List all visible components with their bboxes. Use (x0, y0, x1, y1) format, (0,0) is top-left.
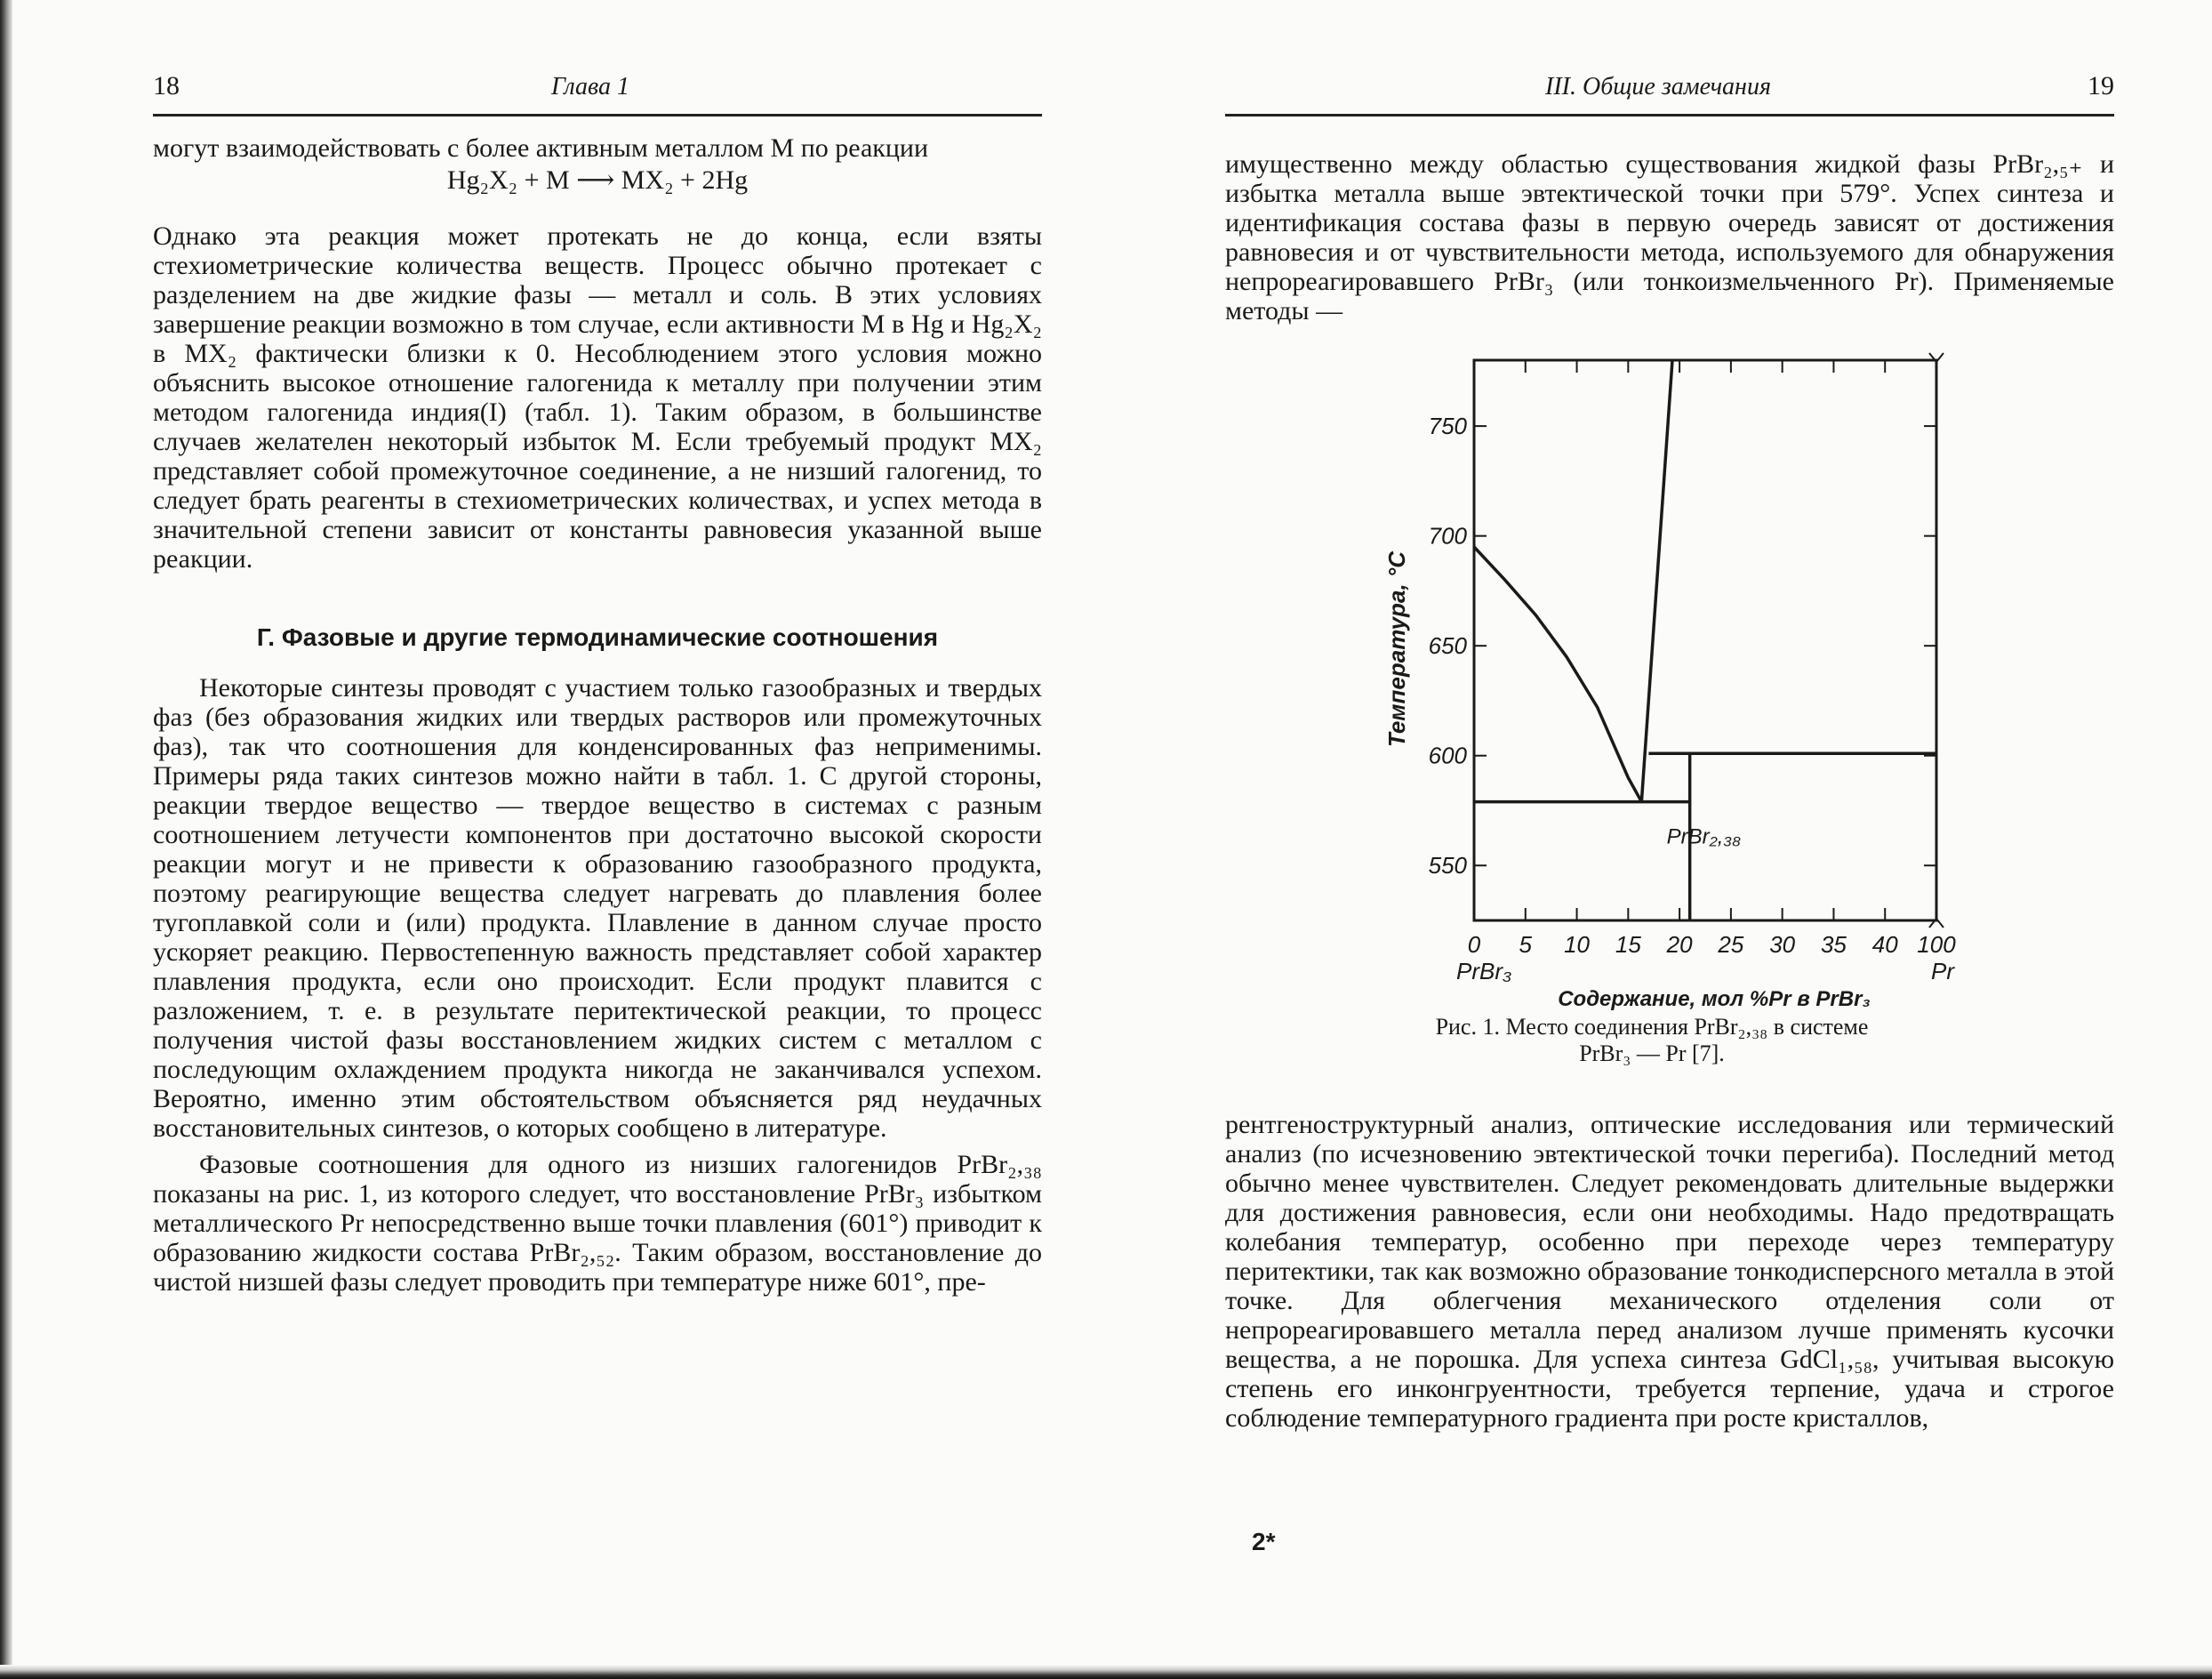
x-tick-label-25: 25 (1718, 931, 1744, 958)
y-tick-label-700: 700 (1428, 522, 1467, 550)
reaction-formula: Hg₂X₂ + M ⟶ MX₂ + 2Hg (446, 165, 749, 195)
x-tick-label-100: 100 (1917, 931, 1956, 958)
left-paragraph-4: Фазовые соотношения для одного из низших галогенидов PrBr₂,₃₈ показаны на рис. 1, из которого следует, что восстановление PrBr₃ избытком металлического Pr непосредственно выше точки плавления (601°) приводит к образованию жидкости состава PrBr₂,₅₂. Таким образом, восстановление до чистой низшей фазы следует проводить при температуре ниже 601°, пре- (153, 1150, 1042, 1297)
figure-caption-line-2: PrBr₃ — Pr [7]. (1579, 1040, 1725, 1066)
phase-diagram-chart (1358, 351, 1956, 1011)
x-tick-label-10: 10 (1564, 931, 1591, 958)
right-page-number: 19 (2088, 71, 2114, 100)
book-binding-shadow (0, 0, 12, 1679)
right-paragraph-1: имущественно между областью существования жидкой фазы PrBr₂,₅₊ и избытка металла выше эвтектической точки при 579°. Успех синтеза и идентификация состава фазы в первую очередь зависят от достижения равновесия и от чувствительности метода, используемого для обнаружения непрореагировавшего PrBr₃ (или тонкоизмельченного Pr). Применяемые методы — (1225, 149, 2114, 325)
right-running-title: III. Общие замечания (1545, 73, 1771, 100)
x-tick-label-35: 35 (1820, 931, 1847, 958)
figure-caption-line-1: Рис. 1. Место соединения PrBr₂,₃₈ в системе (1435, 1014, 1869, 1040)
left-paragraph-1: могут взаимодействовать с более активным металлом М по реакции (153, 133, 929, 163)
y-tick-label-750: 750 (1428, 413, 1467, 440)
left-running-head (153, 71, 1042, 116)
x-right-component-label: Pr (1931, 958, 1954, 984)
x-tick-label-5: 5 (1519, 931, 1533, 958)
x-tick-label-15: 15 (1615, 931, 1641, 958)
signature-mark: 2* (1252, 1528, 1276, 1555)
liquidus-curve-left (1474, 547, 1641, 802)
left-page-number: 18 (153, 71, 180, 100)
x-tick-label-30: 30 (1769, 931, 1796, 958)
y-tick-label-550: 550 (1428, 852, 1467, 880)
right-running-head (1225, 71, 2114, 116)
compound-label: PrBr₂,₃₈ (1666, 824, 1742, 849)
y-tick-label-650: 650 (1428, 632, 1467, 660)
x-tick-label-20: 20 (1666, 931, 1693, 958)
left-paragraph-3: Некоторые синтезы проводят с участием только газообразных и твердых фаз (без образования жидких или твердых растворов или промежуточных фаз), так что соотношения для конденсированных фаз неприменимы. Примеры ряда таких синтезов можно найти в табл. 1. С другой стороны, реакции твердое вещество — твердое вещество в системах с разным соотношением летучести компонентов при достаточно высокой скорости реакции могут и не привести к образованию газообразного продукта, поэтому реагирующие вещества следует нагревать до плавления более тугоплавкой соли и (или) продукта. Плавление в данном случае просто ускоряет реакцию. Первостепенную важность представляет собой характер плавления продукта, если оно происходит. Если продукт плавится с разложением, т. е. в результате перитектической реакции, то процесс получения чистой фазы восстановлением жидких систем с металлом с последующим охлаждением продукта никогда не заканчивался успехом. Вероятно, именно этим обстоятельством объясняется ряд неудачных восстановительных синтезов, о которых сообщено в литературе. (153, 673, 1042, 1143)
left-paragraph-2: Однако эта реакция может протекать не до конца, если взяты стехиометрические количества веществ. Процесс обычно протекает с разделением на две жидкие фазы — металл и соль. В этих условиях завершение реакции возможно в том случае, если активности M в Hg и Hg₂X₂ в MX₂ фактически близки к 0. Несоблюдением этого условия можно объяснить высокое отношение галогенида к металлу при получении этим методом галогенида индия(I) (табл. 1). Таким образом, в большинстве случаев желателен некоторый избыток M. Если требуемый продукт MX₂ представляет собой промежуточное соединение, а не низший галогенид, то следует брать реагенты в стехиометрических количествах, и успех метода в значительной степени зависит от константы равновесия указанной выше реакции. (153, 221, 1042, 574)
x-tick-label-40: 40 (1871, 931, 1898, 958)
y-tick-label-600: 600 (1428, 742, 1467, 769)
section-heading: Г. Фазовые и другие термодинамические соотношения (256, 623, 939, 651)
page-bottom-edge (0, 1665, 2212, 1679)
y-axis-label: Температура, °C (1383, 550, 1410, 748)
x-tick-label-0: 0 (1467, 931, 1481, 958)
x-axis-label: Содержание, мол %Pr в PrBr₃ (1558, 987, 1871, 1011)
left-running-title: Глава 1 (551, 73, 629, 100)
right-paragraph-2: рентгеноструктурный анализ, оптические исследования или термический анализ (по исчезновению эвтектической точки перегиба). Последний метод обычно менее чувствителен. Следует рекомендовать длительные выдержки для достижения равновесия, если они необходимы. Надо предотвращать колебания температур, особенно при переходе через температуру перитектики, так как возможно образование тонкодисперсного металла в этой точке. Для облегчения механического отделения соли от непрореагировавшего металла перед анализом лучше применять кусочки вещества, а не порошка. Для успеха синтеза GdCl₁,₅₈, учитывая высокую степень его инконгруентности, требуется терпение, удача и строгое соблюдение температурного градиента при росте кристаллов, (1225, 1110, 2114, 1433)
liquidus-curve-right (1641, 360, 1672, 802)
x-left-component-label: PrBr₃ (1456, 958, 1512, 984)
